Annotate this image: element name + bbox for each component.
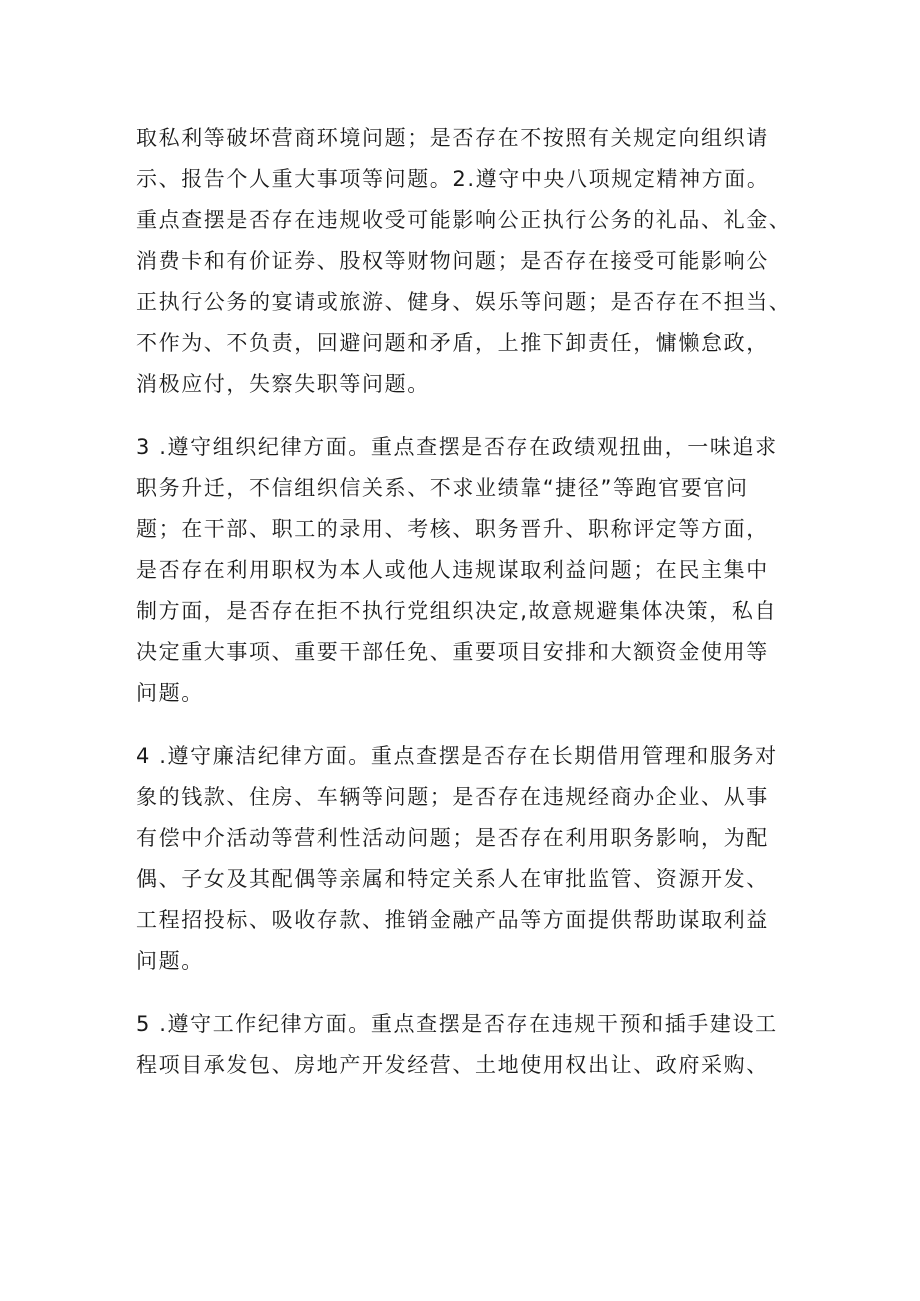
text-line: 示、报告个人重大事项等问题。2.遵守中央八项规定精神方面。	[136, 167, 770, 191]
text-line: 是否存在利用职权为本人或他人违规谋取利益问题；在民主集中	[136, 558, 769, 582]
text-line: 取私利等破坏营商环境问题；是否存在不按照有关规定向组织请	[136, 126, 769, 150]
text-line: 题；在干部、职工的录用、考核、职务晋升、职称评定等方面，	[136, 517, 769, 541]
text-line: 决定重大事项、重要干部任免、重要项目安排和大额资金使用等	[136, 640, 769, 664]
text-line: 重点查摆是否存在违规收受可能影响公正执行公务的礼品、礼金、	[136, 208, 792, 232]
text-line: 正执行公务的宴请或旅游、健身、娱乐等问题；是否存在不担当、	[136, 290, 792, 314]
text-line: 问题。	[136, 681, 204, 705]
text-line: 偶、子女及其配偶等亲属和特定关系人在审批监管、资源开发、	[136, 867, 769, 891]
text-line: 职务升迁，不信组织信关系、不求业绩靠“捷径”等跑官要官问	[136, 476, 749, 500]
document-body	[136, 118, 808, 1086]
section-4-heading-line: 4 .遵守廉洁纪律方面。重点查摆是否存在长期借用管理和服务对	[136, 744, 778, 768]
text-line: 问题。	[136, 949, 204, 973]
text-line: 消费卡和有价证券、股权等财物问题；是否存在接受可能影响公	[136, 249, 769, 273]
text-line: 工程招投标、吸收存款、推销金融产品等方面提供帮助谋取利益	[136, 908, 769, 932]
text-line: 有偿中介活动等营利性活动问题；是否存在利用职务影响，为配	[136, 826, 769, 850]
section-5-heading-line: 5 .遵守工作纪律方面。重点查摆是否存在违规干预和插手建设工	[136, 1012, 778, 1036]
text-line: 制方面，是否存在拒不执行党组织决定,故意规避集体决策，私自	[136, 599, 778, 623]
section-3-heading-line: 3 .遵守组织纪律方面。重点查摆是否存在政绩观扭曲，一味追求	[136, 435, 778, 459]
text-line: 程项目承发包、房地产开发经营、土地使用权出让、政府采购、	[136, 1053, 769, 1077]
text-line: 象的钱款、住房、车辆等问题；是否存在违规经商办企业、从事	[136, 785, 769, 809]
text-line: 不作为、不负责，回避问题和矛盾，上推下卸责任，慵懒怠政，	[136, 331, 769, 355]
text-line: 消极应付，失察失职等问题。	[136, 372, 430, 396]
